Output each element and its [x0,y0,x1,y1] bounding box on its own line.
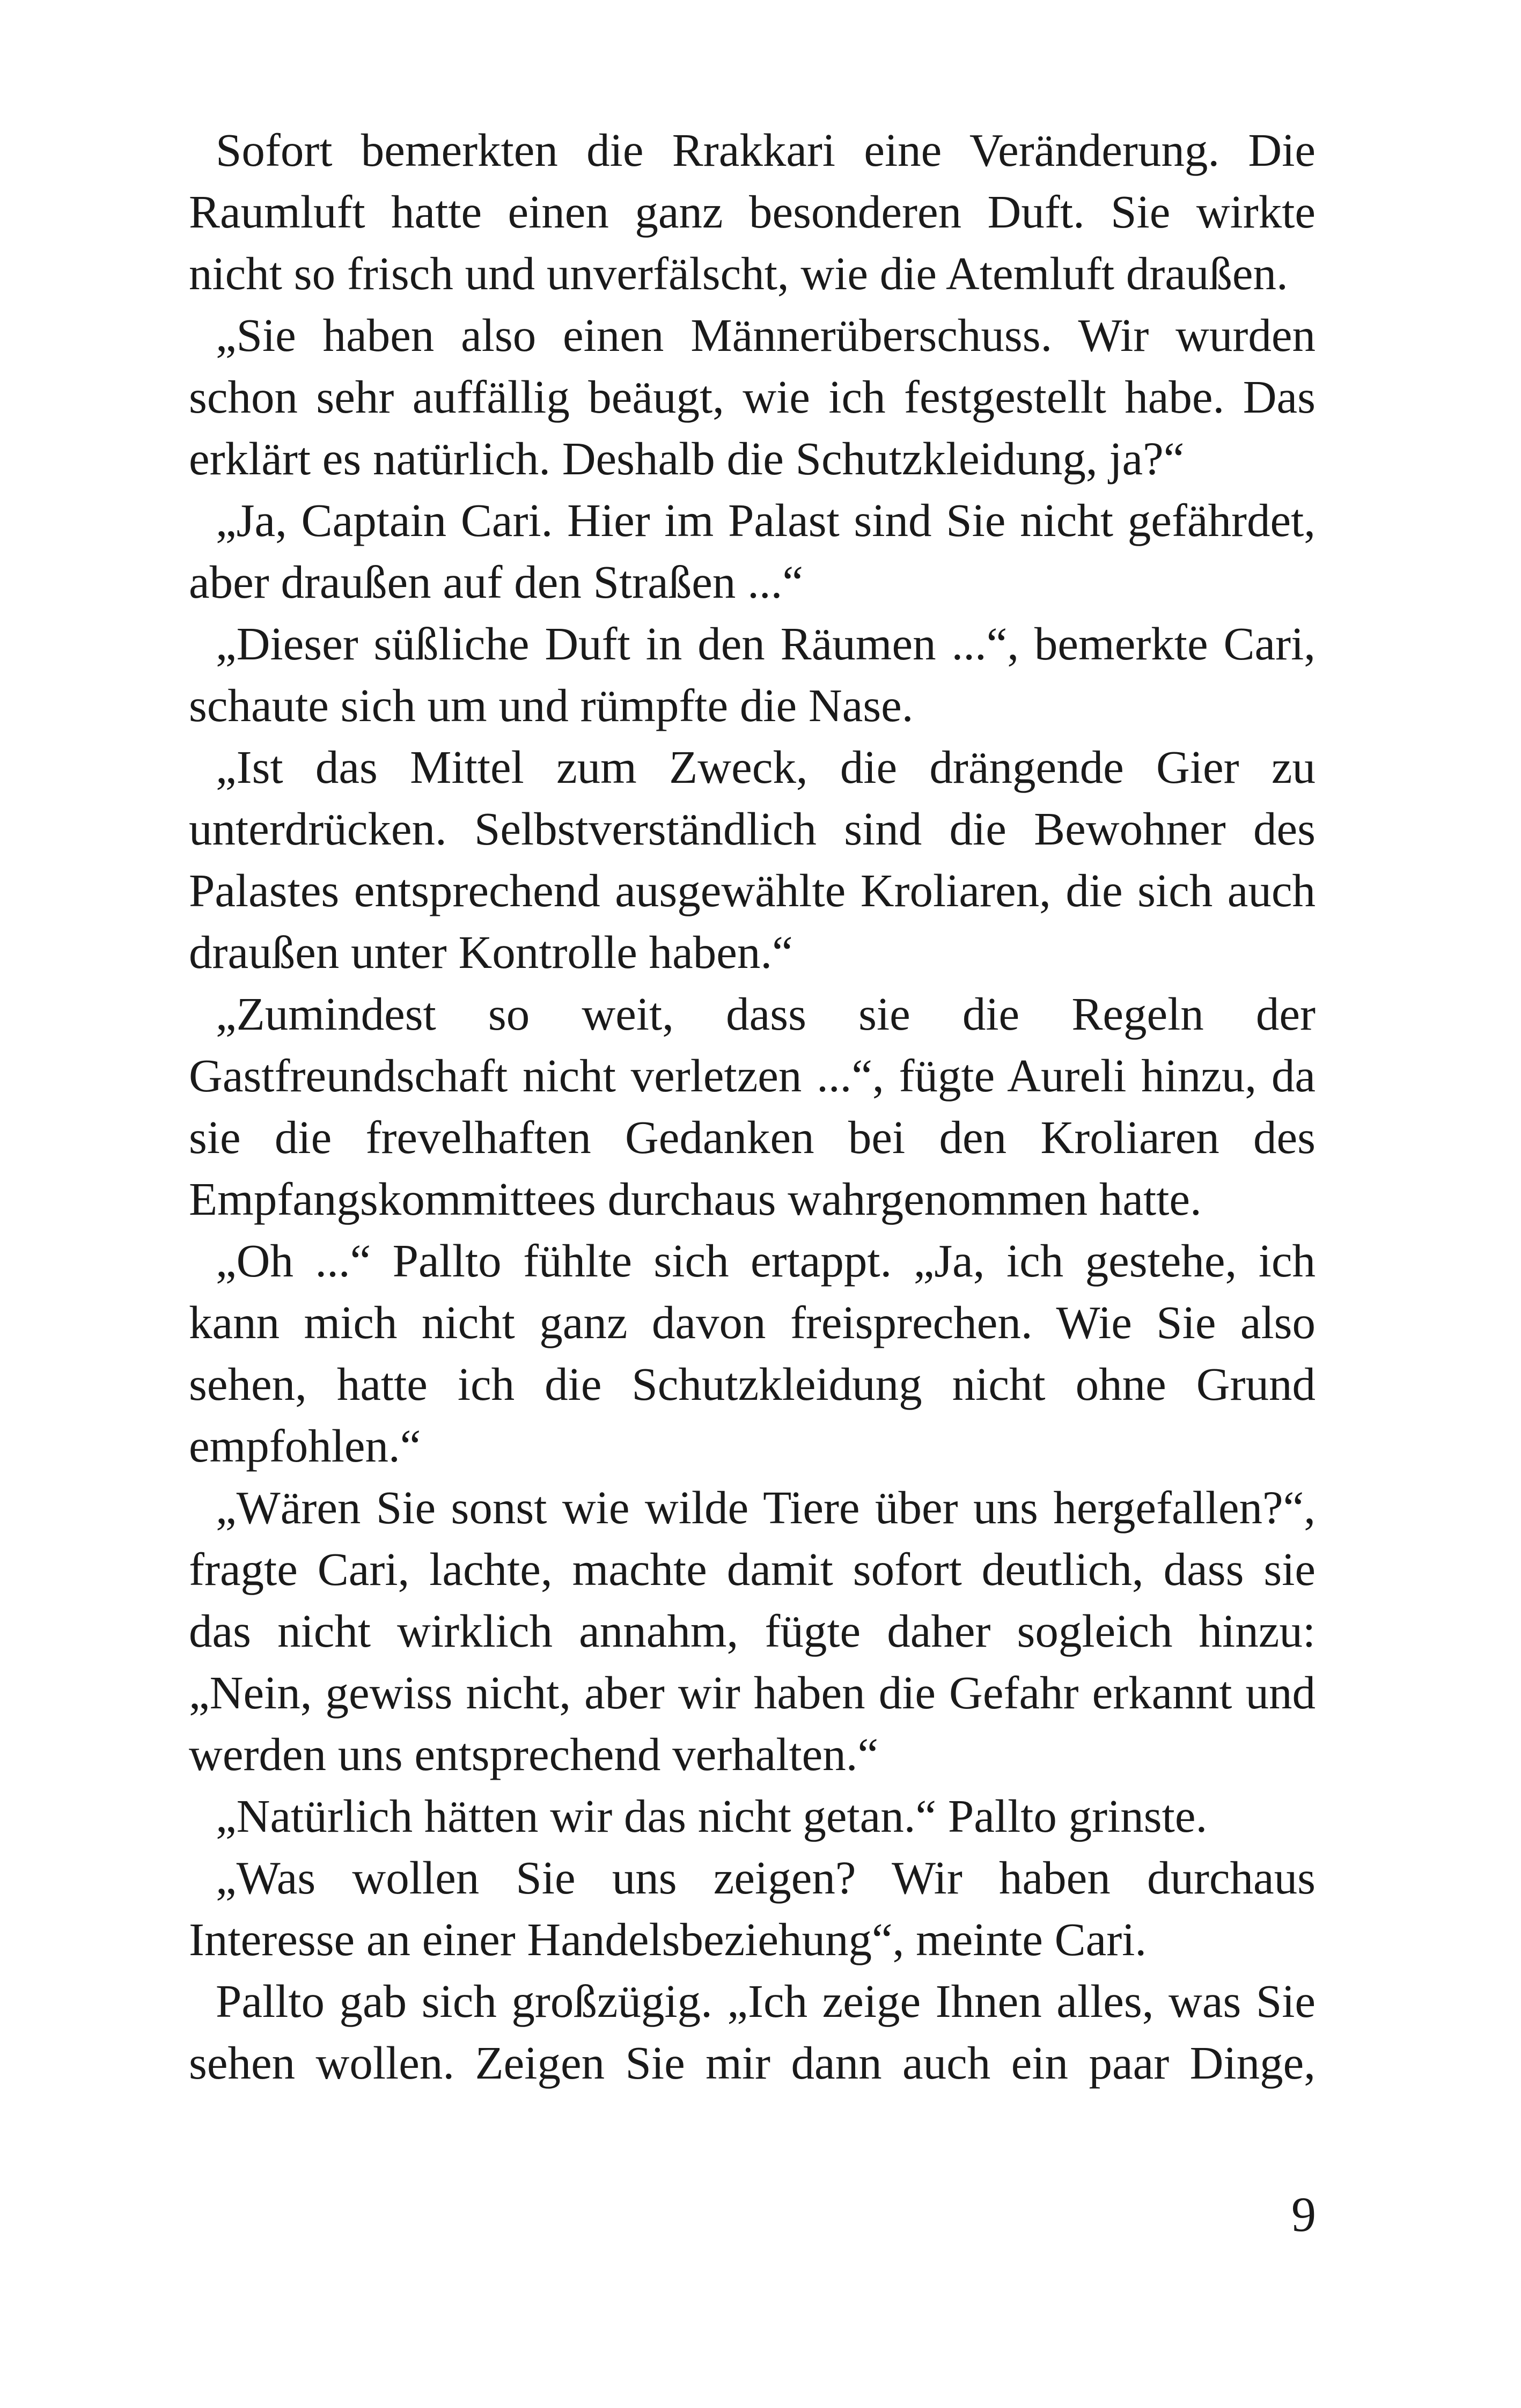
paragraph-3: „Ja, Captain Cari. Hier im Palast sind Sie nicht gefährdet, aber draußen auf den Straßen ...“ [189,494,1316,608]
paragraph-1: Sofort bemerkten die Rrakkari eine Veränderung. Die Raumluft hatte einen ganz besonderen Duft. Sie wirkte nicht so frisch und unverfälscht, wie die Atemluft draußen. [189,124,1316,299]
paragraph-6: „Zumindest so weit, dass sie die Regeln der Gastfreundschaft nicht verletzen ...“, fügte Aureli hinzu, da sie die frevelhaften Gedanken bei den Kroliaren des Empfangskommittees durchaus wahrgenommen hatte. [189,988,1316,1225]
paragraph-2: „Sie haben also einen Männerüberschuss. Wir wurden schon sehr auffällig beäugt, wie ich festgestellt habe. Das erklärt es natürlich. Deshalb die Schutzkleidung, ja?“ [189,309,1316,484]
paragraph-7: „Oh ...“ Pallto fühlte sich ertappt. „Ja, ich gestehe, ich kann mich nicht ganz davon freisprechen. Wie Sie also sehen, hatte ich die Schutzkleidung nicht ohne Grund empfohlen.“ [189,1235,1316,1472]
paragraph-8: „Wären Sie sonst wie wilde Tiere über uns hergefallen?“, fragte Cari, lachte, machte damit sofort deutlich, dass sie das nicht wirklich annahm, fügte daher sogleich hinzu: „Nein, gewiss nicht, aber wir haben die Gefahr erkannt und werden uns entsprechend verhalten.“ [189,1481,1316,1780]
paragraph-4: „Dieser süßliche Duft in den Räumen ...“, bemerkte Cari, schaute sich um und rümpfte die Nase. [189,618,1316,731]
paragraph-10: „Was wollen Sie uns zeigen? Wir haben durchaus Interesse an einer Handelsbeziehung“, meinte Cari. [189,1852,1316,1965]
paragraph-11: Pallto gab sich großzügig. „Ich zeige Ihnen alles, was Sie sehen wollen. Zeigen Sie mir dann auch ein paar Dinge, [189,1975,1316,2089]
paragraph-5: „Ist das Mittel zum Zweck, die drängende Gier zu unterdrücken. Selbstverständlich sind die Bewohner des Palastes entsprechend ausgewählte Kroliaren, die sich auch draußen unter Kontrolle haben.“ [189,741,1316,978]
page-number: 9 [1291,2187,1316,2242]
paragraph-9: „Natürlich hätten wir das nicht getan.“ Pallto grinste. [216,1790,1208,1842]
body-text [189,119,1316,2094]
